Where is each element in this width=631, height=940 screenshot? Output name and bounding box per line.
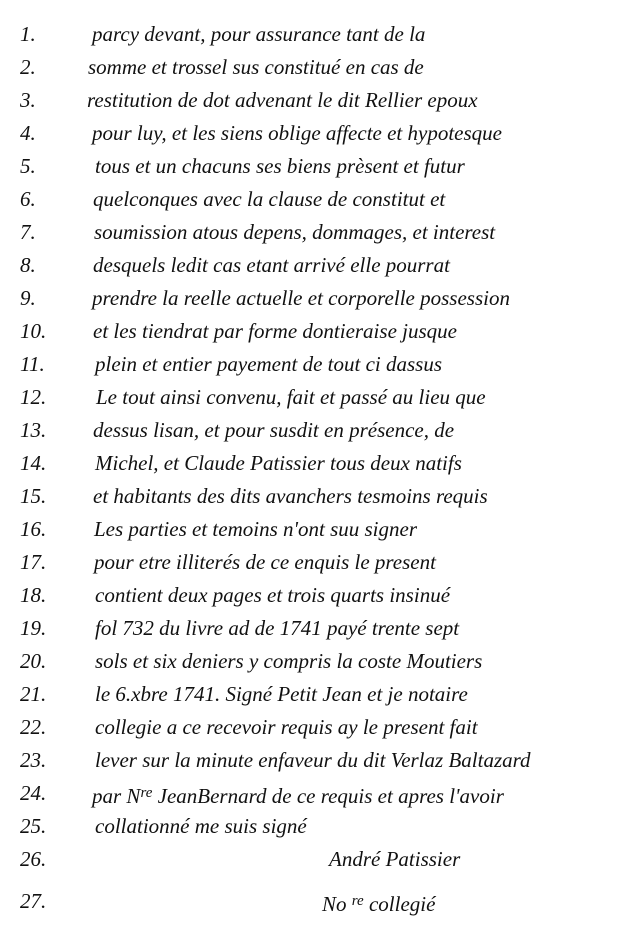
document-line [0, 249, 631, 281]
document-line [0, 348, 631, 380]
line-text: Le tout ainsi convenu, fait et passé au lieu que [96, 385, 486, 409]
line-number: 2. [20, 55, 36, 79]
line-number: 12. [20, 385, 47, 409]
document-line [0, 513, 631, 545]
document-line [0, 414, 631, 446]
line-text: plein et entier payement de tout ci dassus [95, 352, 443, 376]
line-number: 3. [20, 88, 36, 112]
line-number: 26. [20, 847, 47, 871]
line-text: collationné me suis signé [95, 814, 307, 838]
line-number: 23. [20, 748, 47, 772]
line-number: 5. [20, 154, 36, 178]
document-line [0, 18, 631, 50]
document-line [0, 678, 631, 710]
line-text: pour etre illiterés de ce enquis le present [94, 550, 436, 574]
line-number: 14. [20, 451, 47, 475]
line-number: 11. [20, 352, 45, 376]
line-text: parcy devant, pour assurance tant de la [92, 22, 426, 46]
line-text: et les tiendrat par forme dontieraise jusque [93, 319, 457, 343]
line-text: Michel, et Claude Patissier tous deux natifs [95, 451, 462, 475]
line-text: lever sur la minute enfaveur du dit Verlaz Baltazard [95, 748, 531, 772]
document-line [0, 117, 631, 149]
line-text: dessus lisan, et pour susdit en présence, de [93, 418, 455, 442]
document-line [0, 885, 631, 917]
line-text: fol 732 du livre ad de 1741 payé trente sept [95, 616, 460, 640]
line-number: 18. [20, 583, 47, 607]
line-number: 20. [20, 649, 47, 673]
line-number: 6. [20, 187, 36, 211]
line-text: prendre la reelle actuelle et corporelle possession [92, 286, 510, 310]
line-number: 17. [20, 550, 47, 574]
line-text: André Patissier [329, 847, 461, 871]
line-number: 9. [20, 286, 36, 310]
document-line [0, 315, 631, 347]
line-number: 1. [20, 22, 36, 46]
document-line [0, 84, 631, 116]
document-line [0, 282, 631, 314]
document-line [0, 579, 631, 611]
line-text: somme et trossel sus constitué en cas de [88, 55, 424, 79]
document-line [0, 216, 631, 248]
line-number: 7. [20, 220, 36, 244]
line-number: 27. [20, 889, 47, 913]
line-number: 21. [20, 682, 47, 706]
line-number: 25. [20, 814, 47, 838]
line-text: tous et un chacuns ses biens prèsent et futur [95, 154, 465, 178]
document-line [0, 546, 631, 578]
line-text: par $N^{re}$ JeanBernard de ce requis et apres l'avoir [92, 784, 504, 808]
superscript: re [351, 893, 364, 909]
document-line [0, 183, 631, 215]
line-number: 16. [20, 517, 47, 541]
document-line [0, 150, 631, 182]
document-line [0, 843, 631, 875]
line-text: contient deux pages et trois quarts insinué [95, 583, 451, 607]
document-line [0, 381, 631, 413]
line-number: 24. [20, 781, 47, 805]
line-text: le 6.xbre 1741. Signé Petit Jean et je notaire [95, 682, 468, 706]
line-text: restitution de dot advenant le dit Rellier epoux [87, 88, 478, 112]
line-text: desquels ledit cas etant arrivé elle pourrat [93, 253, 450, 277]
document-line [0, 612, 631, 644]
line-text: No $^{re}$ collegié [322, 892, 436, 916]
line-number: 13. [20, 418, 47, 442]
document-line [0, 447, 631, 479]
document-line [0, 744, 631, 776]
document-line [0, 711, 631, 743]
line-text: quelconques avec la clause de constitut et [93, 187, 446, 211]
document-line [0, 645, 631, 677]
document-line [0, 480, 631, 512]
line-text: soumission atous depens, dommages, et interest [94, 220, 496, 244]
line-number: 15. [20, 484, 47, 508]
line-text: Les parties et temoins n'ont suu signer [94, 517, 417, 541]
line-text: et habitants des dits avanchers tesmoins requis [93, 484, 488, 508]
document-line [0, 810, 631, 842]
line-text: sols et six deniers y compris la coste Moutiers [95, 649, 483, 673]
line-number: 8. [20, 253, 36, 277]
line-number: 22. [20, 715, 47, 739]
line-number: 19. [20, 616, 47, 640]
line-number: 10. [20, 319, 47, 343]
superscript: re [140, 785, 153, 801]
line-number: 4. [20, 121, 36, 145]
line-text: collegie a ce recevoir requis ay le present fait [95, 715, 478, 739]
line-text: pour luy, et les siens oblige affecte et hypotesque [92, 121, 502, 145]
document-line [0, 777, 631, 809]
document-line [0, 51, 631, 83]
